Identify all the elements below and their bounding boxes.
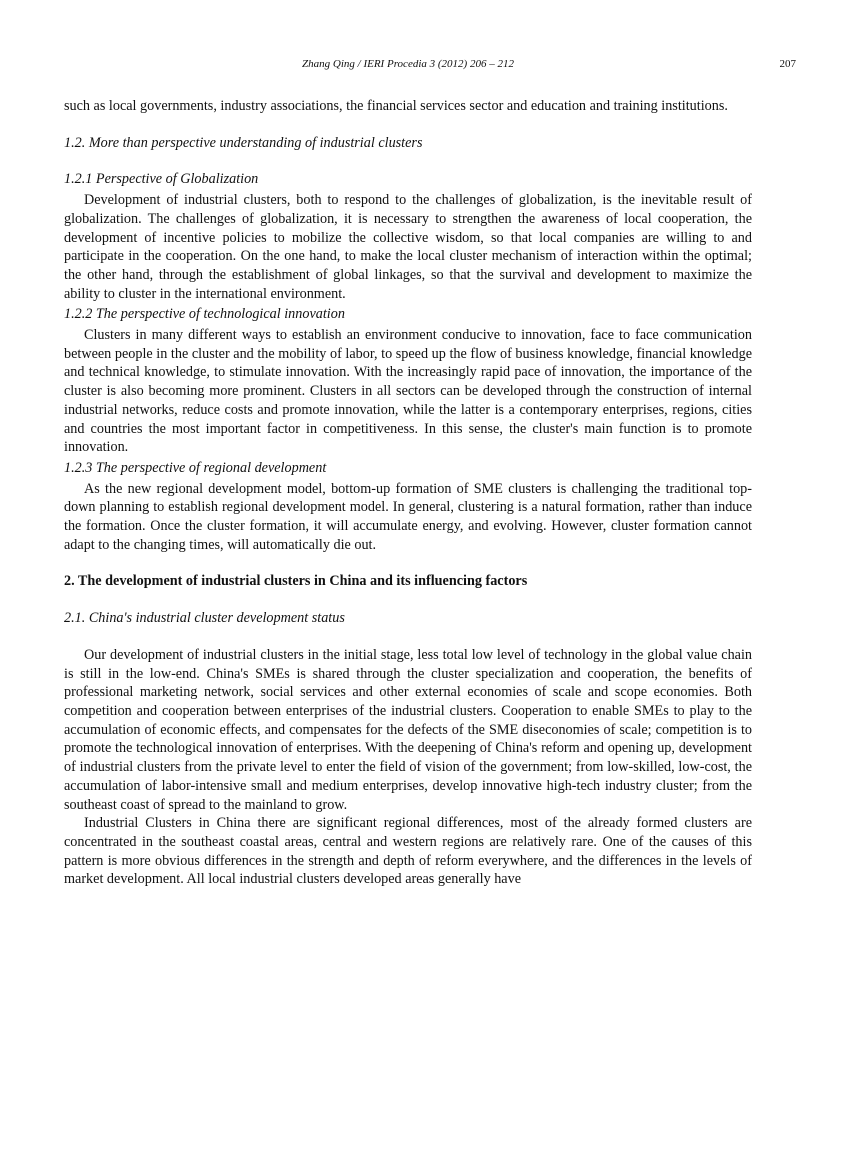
subsection-2-1-paragraph-2: Industrial Clusters in China there are significant regional differences, most of the already formed clusters are concentrated in the southeast coastal areas, central and western regions are relatively rare. One of the causes of this pattern is more obvious differences in the strength and depth of reform everywhere, and the differences in the levels of market development. All local industrial clusters developed areas generally have: [64, 815, 752, 888]
body-content: [64, 97, 752, 889]
subsection-2-1-paragraph-1: Our development of industrial clusters in the initial stage, less total low level of technology in the global value chain is still in the low-end. China's SMEs is shared through the cluster specialization and cooperation, the benefits of professional marketing network, social services and other external economies of scale and scope economies. Both competition and cooperation between enterprises of the industrial clusters. Cooperation to enable SMEs to play to the accumulation of economic effects, and compensates for the defects of the SME diseconomies of scale; competition is to promote the technological innovation of enterprises. With the deepening of China's reform and opening up, development of industrial clusters from the private level to enter the field of vision of the government; from low-skilled, low-cost, the accumulation of labor-intensive small and medium enterprises, develop innovative high-tech industry cluster; from the southeast coast of spread to the mainland to grow.: [64, 646, 752, 813]
subsection-1-2-3-heading: 1.2.3 The perspective of regional development: [64, 459, 327, 476]
intro-continuation-paragraph: such as local governments, industry associations, the financial services sector and education and training institutions.: [64, 98, 728, 114]
running-header: Zhang Qing / IERI Procedia 3 (2012) 206 – 212: [302, 58, 514, 70]
subsection-1-2-1-paragraph: Development of industrial clusters, both to respond to the challenges of globalization, is the inevitable result of globalization. The challenges of globalization, it is necessary to strengthen the awareness of local cooperation, the development of incentive policies to mobilize the collective wisdom, so that local companies are willing to and participate in the cooperation. On the one hand, to make the local cluster mechanism of interaction within the optimal; the other hand, through the establishment of global linkages, so that the survival and development to maximize the ability to cluster in the international environment.: [64, 192, 752, 302]
subsection-1-2-2-paragraph: Clusters in many different ways to establish an environment conducive to innovation, face to face communication between people in the cluster and the mobility of labor, to speed up the flow of business knowledge, financial knowledge and technical knowledge, to stimulate innovation. With the increasingly rapid pace of innovation, the importance of the cluster is also becoming more prominent. Clusters in all sectors can be developed through the construction of internal industrial networks, reduce costs and promote innovation, while the latter is a contemporary enterprises, regions, cities and countries the most important factor in competitiveness. In this sense, the cluster's main function is to promote innovation.: [64, 327, 752, 456]
subsection-1-2-1-heading: 1.2.1 Perspective of Globalization: [64, 171, 259, 188]
subsection-1-2-2-heading: 1.2.2 The perspective of technological innovation: [64, 306, 345, 323]
section-2-heading: 2. The development of industrial clusters in China and its influencing factors: [64, 573, 528, 590]
subsection-1-2-3-paragraph: As the new regional development model, bottom-up formation of SME clusters is challenging the traditional top-down planning to establish regional development model. In general, clustering is a natural formation, rather than induce the formation. Once the cluster formation, it will accumulate energy, and evolving. However, cluster formation cannot adapt to the changing times, will automatically die out.: [64, 480, 752, 553]
subsection-2-1-heading: 2.1. China's industrial cluster development status: [64, 610, 345, 627]
section-1-2-heading: 1.2. More than perspective understanding of industrial clusters: [64, 134, 423, 151]
page-number: 207: [779, 58, 796, 70]
